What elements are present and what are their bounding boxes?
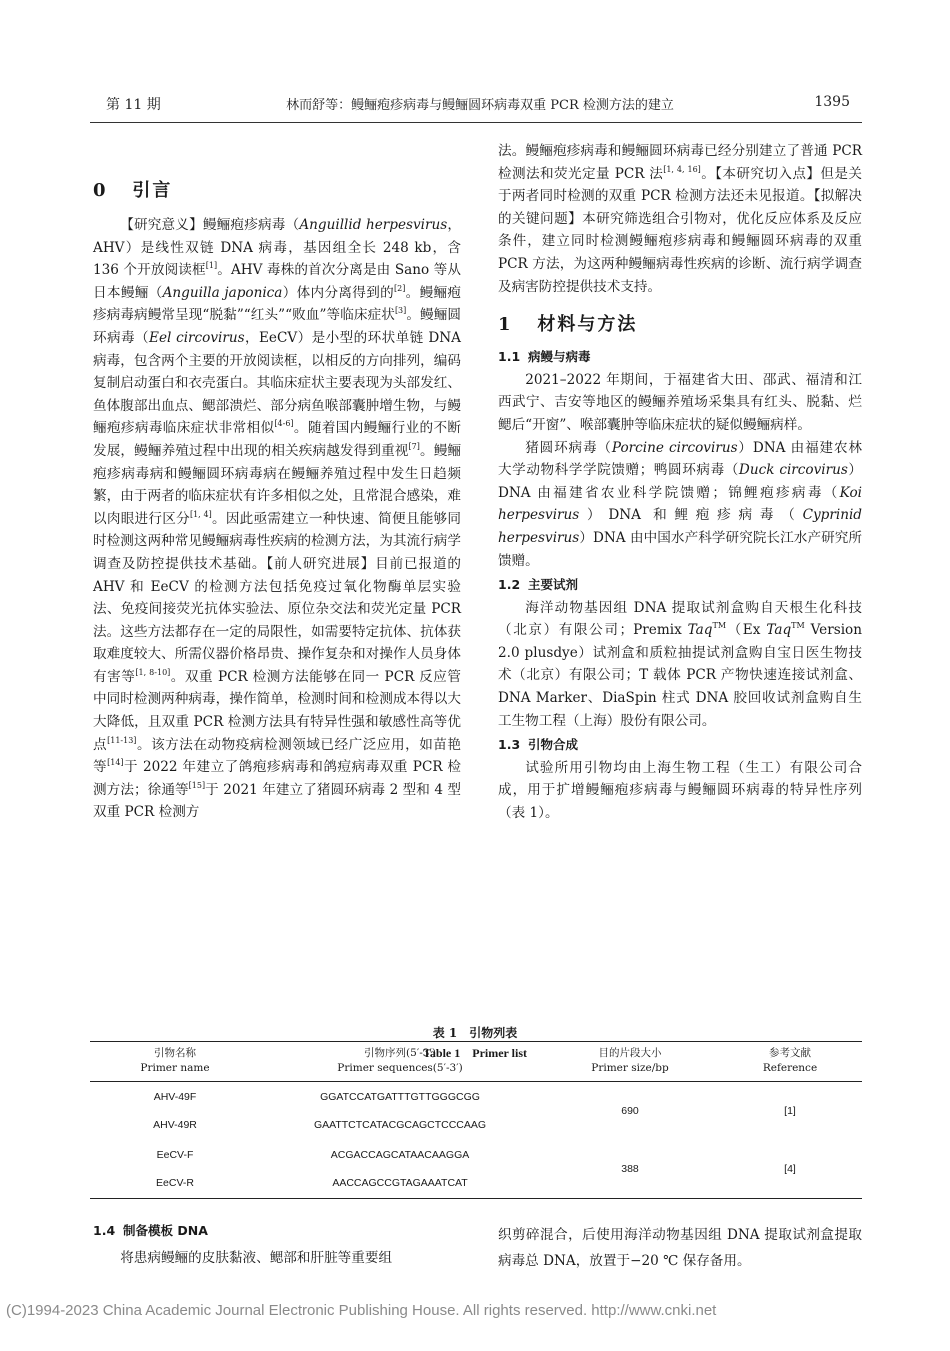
table-caption-cn: 表 1 引物列表 [432,1026,518,1040]
text-run: 【研究意义】鳗鲡疱疹病毒（ [120,217,300,233]
paragraph-1-1-a: 2021–2022 年期间，于福建省大田、邵武、福清和江西武宁、吉安等地区的鳗鲡养殖场采集具有红头、脱黏、烂鳃后“开窗”、喉部囊肿等临床症状的疑似鳗鲡病样。 [498,371,862,433]
table-header-sequence [270,1046,530,1076]
section-1-title: 材料与方法 [537,314,638,336]
header-cn: 参考文献 [769,1047,811,1059]
species-name: Porcine circovirus [611,439,738,456]
text-run: 于 2021 年建立了猪圆环病毒 2 型和 4 型双重 PCR 检测方 [93,781,462,821]
citation: [1, 8-10] [135,667,171,677]
subsection-title: 引物合成 [528,737,579,753]
citation: [3] [394,306,407,316]
table-cell-size: 690 [621,1105,639,1117]
header-en: Primer size/bp [591,1062,669,1074]
text-run: 。【本研究切入点】但是关于两者同时检测的双重 PCR 检测方法还未见报道。【拟解决的关键问题】本研究筛选组合引物对，优化反应体系及反应条件，建立同时检测鳗鲡疱疹病毒和鳗鲡圆环病毒的双重 PCR 方法，为这两种鳗鲡病毒性疾病的诊断、流行病学调查及病害防控提供技术支持。 [498,165,862,295]
subsection-number: 1.2 [498,577,521,593]
text-run: ，AHV）是线性双链 DNA 病毒，基因组全长 248 kb，含 136 个开放阅读框 [93,217,461,279]
paragraph-1-3: 试验所用引物均由上海生物工程（生工）有限公司合成，用于扩增鳗鲡疱疹病毒与鳗鲡圆环病毒的特异性序列（表 1）。 [498,759,862,822]
paragraph-1-1-b [498,437,862,573]
citation: [1, 4] [189,509,212,519]
section-1-4-left [93,1220,461,1269]
section-1-4-right [498,1222,862,1274]
header-issue: 第 11 期 [106,97,161,113]
trademark-mark: TM [712,621,727,631]
table-header-size [545,1046,715,1076]
section-0-title: 引言 [132,180,173,201]
reagent-name: Taq [766,622,792,639]
subsection-title: 病鳗与病毒 [528,349,591,365]
citation: [2] [394,283,406,293]
text-run: 。鳗鲡疱疹病毒病鳗常呈现“脱黏”“红头”“败血”等临床症状 [93,284,462,324]
subsection-number: 1.3 [498,737,521,753]
species-name: Duck circovirus [738,462,848,479]
table-top-rule [90,1041,862,1042]
section-1-heading [498,310,862,340]
text-run: （Ex [726,622,767,639]
text-run: ）DNA 由福建省农业科学院馈赠；锦鲤疱疹病毒（ [498,462,863,501]
subsection-1-3-heading [498,734,862,757]
citation: [7] [408,441,420,451]
header-en: Primer name [140,1062,210,1074]
paragraph-1-4-start: 将患病鳗鲡的皮肤黏液、鳃部和肝脏等重要组 [120,1249,393,1266]
paragraph-1-2 [498,597,862,733]
citation: [1, 4, 16] [663,164,701,174]
text-run: 。AHV 毒株的首次分离是由 Sano 等从日本鳗鲡（ [93,262,461,301]
species-name: Anguilla japonica [162,284,283,301]
section-0-heading [93,176,461,206]
table-row-sequence: ACGACCAGCATAACAAGGA [330,1149,470,1161]
header-en: Primer sequences(5′-3′) [337,1062,463,1074]
section-1-number: 1 [498,314,513,336]
table-row-primer-name: AHV-49F [153,1091,197,1103]
table-bottom-rule [90,1198,862,1199]
table-row-primer-name: EeCV-F [156,1149,194,1161]
table-row-primer-name: AHV-49R [153,1119,197,1131]
text-run: ）体内分离得到的 [282,284,395,301]
header-cn: 引物名称 [154,1047,196,1059]
text-run: 。鳗鲡圆环病毒（ [93,307,461,346]
header-cn: 目的片段大小 [598,1047,662,1059]
species-name: Cyprinid herpesvirus [498,507,862,546]
copyright-footer: (C)1994-2023 China Academic Journal Electronic Publishing House. All rights reserved. http://www.cnki.net [6,1302,717,1319]
intro-continuation [498,140,862,298]
paragraph-1-4-continuation: 织剪碎混合，后使用海洋动物基因组 DNA 提取试剂盒提取病毒总 DNA，放置于−20 ℃ 保存备用。 [498,1227,862,1269]
table-row-sequence: AACCAGCCGTAGAAATCAT [332,1177,468,1189]
text-run: 。该方法在动物疫病检测领域已经广泛应用，如苗艳等 [93,736,462,776]
intro-paragraph [93,214,461,824]
text-run: 猪圆环病毒（ [525,439,612,456]
text-run: ）DNA 由福建农林大学动物科学学院馈赠；鸭圆环病毒（ [498,439,863,479]
table-row-sequence: GAATTCTCATACGCAGCTCCCAAG [313,1119,487,1131]
text-run: 法。鳗鲡疱疹病毒和鳗鲡圆环病毒已经分别建立了普通 PCR 检测法和荧光定量 PCR 法 [498,143,862,182]
citation: [1] [205,261,218,271]
species-name: Koi herpesvirus [498,484,862,524]
citation: [4-6] [274,419,294,429]
citation: [15] [188,780,206,790]
header-running-title: 林而舒等：鳗鲡疱疹病毒与鳗鲡圆环病毒双重 PCR 检测方法的建立 [286,98,674,113]
table-cell-size: 388 [621,1163,639,1175]
table-caption-en: Table 1 Primer list [423,1046,527,1060]
subsection-1-1-heading [498,346,862,369]
text-run: ）DNA 由中国水产科学研究院长江水产研究所馈赠。 [498,529,862,569]
text-run: 。双重 PCR 检测方法能够在同一 PCR 反应管中同时检测两种病毒，操作简单，检测时间和检测成本得以大大降低，且双重 PCR 检测方法具有特异性强和敏感性高等优点 [93,668,462,753]
text-run: 。随着国内鳗鲡行业的不断发展，鳗鲡养殖过程中出现的相关疾病越发得到重视 [93,420,462,459]
text-run: 。因此亟需建立一种快速、简便且能够同时检测这两种常见鳗鲡病毒性疾病的检测方法，为其流行病学调查及防控提供技术基础。【前人研究进展】目前已报道的 AHV 和 EeCV 的检测方法包括免疫过氧化物酶单层实验法、免疫间接荧光抗体实验法、原位杂交法和荧光定量 PCR 法。这些方法都存在一定的局限性，如需要特定抗体、抗体获取难度较大、所需仪器价格昂贵、操作复杂和对操作人员身体有害等 [93,510,462,685]
subsection-1-2-heading [498,574,862,597]
header-page-number: 1395 [814,94,850,110]
subsection-title: 主要试剂 [528,577,579,593]
table-cell-reference: [4] [784,1163,796,1175]
species-name: Anguillid herpesvirus [299,217,448,233]
left-column [93,176,461,824]
table-header-rule [90,1081,862,1082]
text-run: ）DNA 和鲤疱疹病毒（ [579,507,803,524]
table-row-primer-name: EeCV-R [156,1177,194,1189]
text-run: 于 2022 年建立了鸽疱疹病毒和鸽痘病毒双重 PCR 检测方法；徐通等 [93,759,461,798]
header-cn: 引物序列(5′-3′) [364,1047,436,1059]
reagent-name: Taq [687,622,713,639]
section-0-number: 0 [93,180,108,201]
table-header-reference [705,1046,875,1076]
citation: [14] [107,758,124,768]
header-en: Reference [762,1062,818,1074]
right-column [498,140,862,825]
table-row-sequence: GGATCCATGATTTGTTGGGCGG [320,1091,480,1103]
header-rule [90,122,862,123]
trademark-mark: TM [791,621,805,631]
table-header-primer-name [90,1046,260,1076]
text-run: ，EeCV）是小型的环状单链 DNA 病毒，包含两个主要的开放阅读框，以相反的方向排列，编码复制启动蛋白和衣壳蛋白。其临床症状主要表现为头部发红、鱼体腹部出血点、鳃部溃烂、部分病鱼喉部囊肿增生物，与鳗鲡疱疹病毒临床症状非常相似 [93,329,461,437]
subsection-number: 1.1 [498,349,521,365]
text-run: 海洋动物基因组 DNA 提取试剂盒购自天根生化科技（北京）有限公司；Premix [498,599,862,639]
table-cell-reference: [1] [784,1105,796,1117]
text-run: 。鳗鲡疱疹病毒病和鳗鲡圆环病毒病在鳗鲡养殖过程中发生日趋频繁，由于两者的临床症状有许多相似之处，且常混合感染，难以肉眼进行区分 [93,442,462,527]
text-run: Version 2.0 plusdye）试剂盒和质粒抽提试剂盒购自宝日医生物技术（北京）有限公司；T 载体 PCR 产物快速连接试剂盒、DNA Marker、DiaSpin 柱式 DNA 胶回收试剂盒购自生工生物工程（上海）股份有限公司。 [498,622,862,729]
species-name: Eel circovirus [149,329,245,346]
subsection-title: 制备模板 DNA [123,1223,208,1238]
citation: [11-13] [107,735,137,745]
subsection-number: 1.4 [93,1223,116,1238]
subsection-1-4-heading [93,1220,461,1243]
